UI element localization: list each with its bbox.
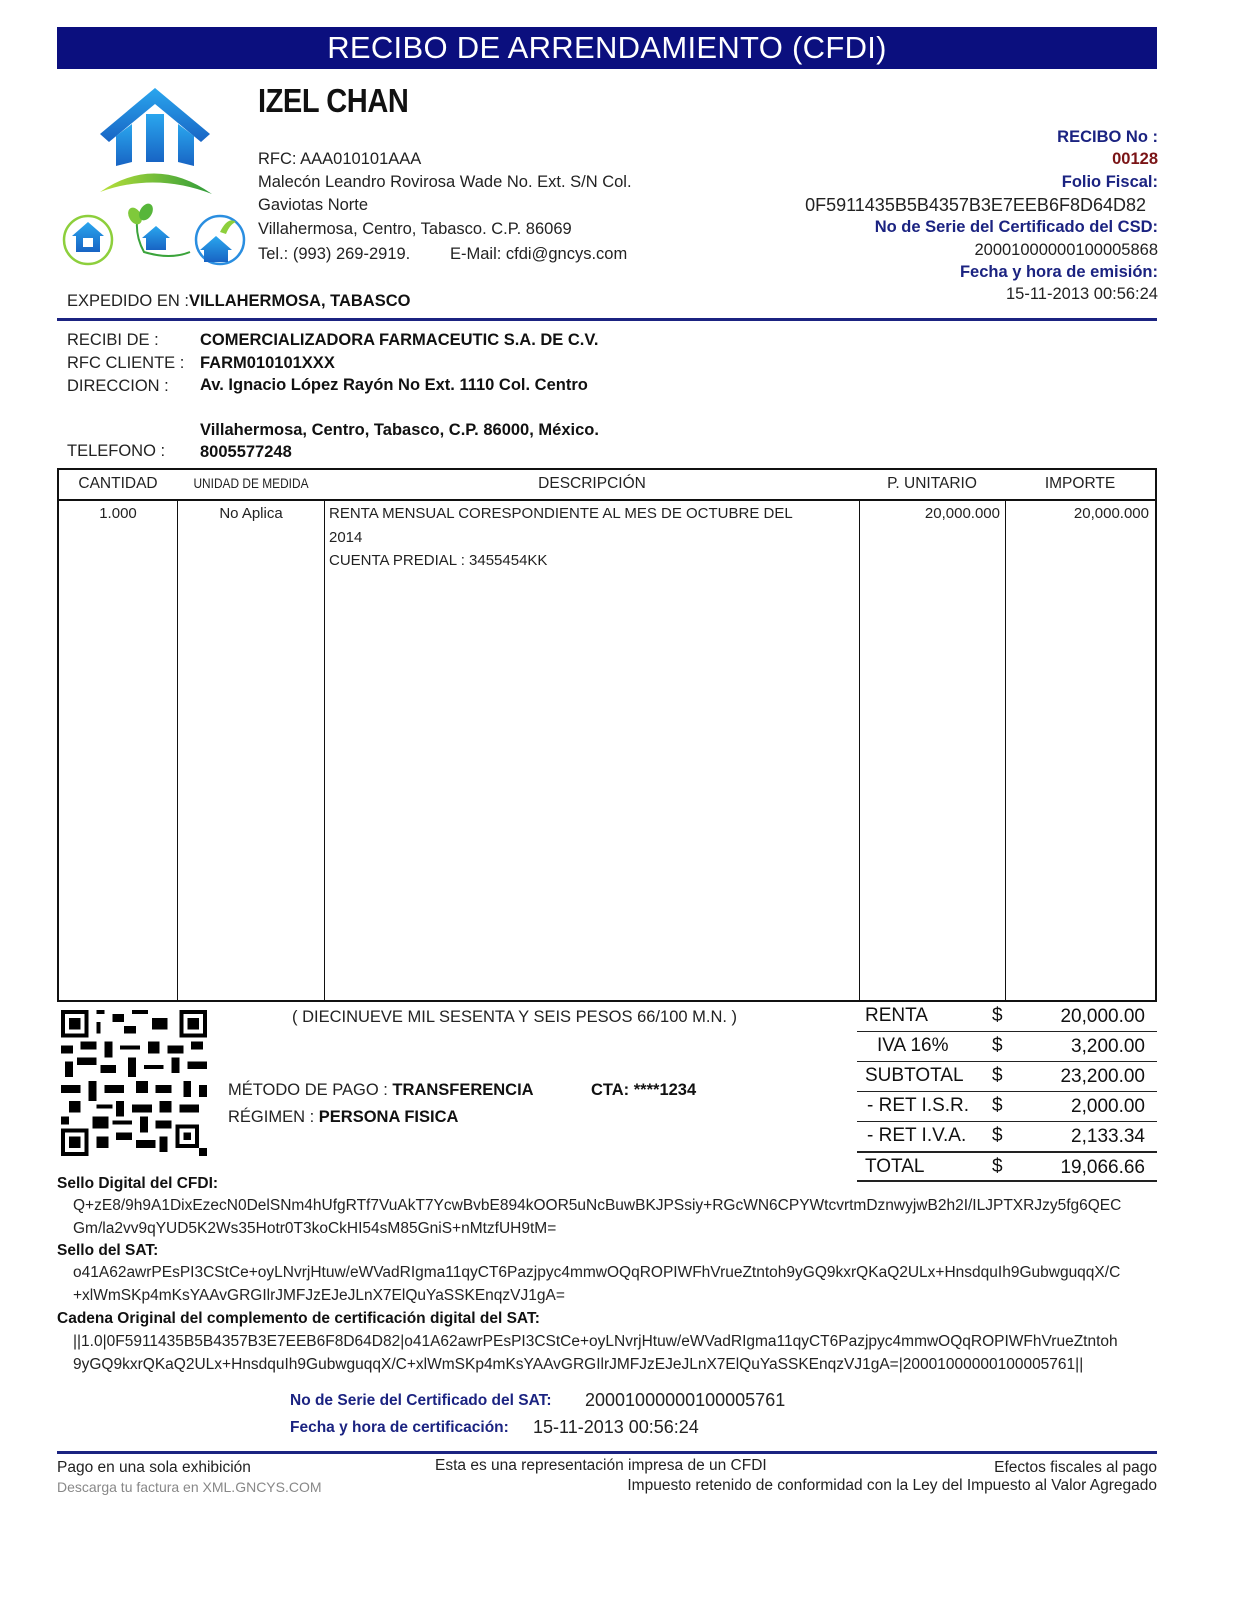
- csd-serial-label: No de Serie del Certificado del CSD:: [874, 218, 1158, 236]
- regimen-value: PERSONA FISICA: [318, 1108, 459, 1126]
- rfc-cliente-label: RFC CLIENTE :: [67, 354, 185, 372]
- issuer-phone: Tel.: (993) 269-2919.: [258, 245, 411, 263]
- folio-fiscal-value: 0F5911435B5B4357B3E7EEB6F8D64D82: [805, 195, 1146, 215]
- col-descripcion: DESCRIPCIÓN: [538, 475, 646, 492]
- sello-sat-line2: +xlWmSKp4mKsYAAvGRGIlrJMFJzEJeJLnX7ElQuYaSSKEnqzVJ1gA=: [73, 1287, 565, 1304]
- footer-cfdi-note: Esta es una representación impresa de un CFDI: [435, 1457, 767, 1474]
- expedido-value: VILLAHERMOSA, TABASCO: [188, 292, 411, 310]
- expedido-en: [67, 292, 410, 311]
- recibi-de-value: COMERCIALIZADORA FARMACEUTIC S.A. DE C.V.: [200, 331, 599, 349]
- sello-sat-label: Sello del SAT:: [57, 1242, 159, 1259]
- col-unidad: UNIDAD DE MEDIDA: [193, 475, 309, 491]
- totals-row-subtotal: [857, 1062, 1157, 1092]
- amount-in-words: ( DIECINUEVE MIL SESENTA Y SEIS PESOS 66/100 M.N. ): [292, 1008, 738, 1026]
- row-descripcion-line1: RENTA MENSUAL CORESPONDIENTE AL MES DE OCTUBRE DEL: [329, 505, 793, 522]
- recibo-label: RECIBO No :: [1057, 128, 1158, 146]
- rfc-cliente-value: FARM010101XXX: [200, 354, 335, 372]
- totals-row-ret-isr: [857, 1092, 1157, 1122]
- issuer-name: IZEL CHAN: [258, 82, 409, 119]
- sat-cert-value: 20001000000100005761: [585, 1390, 786, 1410]
- totals-value: 2,000.00: [1071, 1096, 1145, 1117]
- divider: [57, 1451, 1157, 1454]
- sello-cfdi-line2: Gm/la2vv9qYUD5K2Ws35Hotr0T3koCkHI54sM85GniS+nMtzfUH9tM=: [73, 1220, 557, 1237]
- issuer-address-line2: Gaviotas Norte: [258, 196, 369, 214]
- totals-label: RENTA: [865, 1005, 928, 1026]
- items-table: [57, 468, 1157, 1002]
- document-title: RECIBO DE ARRENDAMIENTO (CFDI): [57, 27, 1157, 69]
- qr-code-icon: [60, 1010, 208, 1156]
- table-header: [59, 470, 1155, 501]
- totals-value: 2,133.34: [1071, 1126, 1145, 1147]
- totals-label: SUBTOTAL: [865, 1065, 964, 1086]
- row-p-unitario: 20,000.000: [924, 505, 1000, 522]
- totals-row-total: [857, 1152, 1157, 1182]
- regimen: [228, 1108, 458, 1127]
- totals-value: 20,000.00: [1060, 1006, 1145, 1027]
- totals-value: 3,200.00: [1071, 1036, 1145, 1057]
- totals-value: 19,066.66: [1060, 1157, 1145, 1178]
- row-unidad: No Aplica: [219, 505, 283, 522]
- issuer-rfc: RFC: AAA010101AAA: [258, 150, 422, 168]
- totals-label: - RET I.S.R.: [867, 1095, 970, 1116]
- regimen-label: RÉGIMEN :: [228, 1108, 315, 1126]
- currency-symbol: $: [992, 1095, 1003, 1116]
- payment-method: [228, 1081, 534, 1100]
- folio-fiscal-label: Folio Fiscal:: [1061, 173, 1158, 191]
- issuer-address-line3: Villahermosa, Centro, Tabasco. C.P. 86069: [258, 220, 572, 238]
- totals-row-renta: [857, 1002, 1157, 1032]
- totals-label: - RET I.V.A.: [867, 1125, 967, 1146]
- totals-row-iva: [857, 1032, 1157, 1062]
- footer-download-link[interactable]: Descarga tu factura en XML.GNCYS.COM: [57, 1479, 322, 1495]
- totals-value: 23,200.00: [1060, 1066, 1145, 1087]
- currency-symbol: $: [992, 1065, 1003, 1086]
- cadena-original-label: Cadena Original del complemento de certificación digital del SAT:: [57, 1310, 540, 1327]
- issuer-email: E-Mail: cfdi@gncys.com: [450, 245, 628, 263]
- expedido-label: EXPEDIDO EN :: [67, 292, 189, 310]
- row-descripcion-line3: CUENTA PREDIAL : 3455454KK: [329, 552, 548, 569]
- house-logo-icon: [60, 84, 250, 269]
- cert-date-label: Fecha y hora de certificación:: [290, 1419, 509, 1436]
- footer-fiscal-effects: Efectos fiscales al pago: [994, 1459, 1157, 1476]
- column-divider: [177, 501, 178, 1000]
- row-importe: 20,000.000: [1073, 505, 1149, 522]
- footer-payment-note: Pago en una sola exhibición: [57, 1459, 251, 1476]
- recibi-de-label: RECIBI DE :: [67, 331, 159, 349]
- col-cantidad: CANTIDAD: [78, 475, 158, 492]
- sat-cert-label: No de Serie del Certificado del SAT:: [290, 1392, 552, 1409]
- col-p-unitario: P. UNITARIO: [887, 475, 977, 492]
- telefono-label: TELEFONO :: [67, 442, 166, 460]
- column-divider: [324, 501, 325, 1000]
- recibo-number: 00128: [1112, 150, 1158, 168]
- direccion-label: DIRECCION :: [67, 377, 169, 395]
- currency-symbol: $: [992, 1005, 1003, 1026]
- currency-symbol: $: [992, 1125, 1003, 1146]
- direccion-line1: Av. Ignacio López Rayón No Ext. 1110 Col. Centro: [200, 376, 588, 394]
- sello-cfdi-line1: Q+zE8/9h9A1DixEzecN0DelSNm4hUfgRTf7VuAkT7YcwBvbE894kOOR5uNcBuwBKJPSsiy+RGcWN6CPYWtcvrtmDznwyjwB2h2I/ILJPTXRJzy5fg6QEC: [73, 1197, 1122, 1214]
- telefono-value: 8005577248: [200, 443, 292, 461]
- cert-date-value: 15-11-2013 00:56:24: [533, 1417, 699, 1437]
- row-cantidad: 1.000: [99, 505, 137, 522]
- currency-symbol: $: [992, 1035, 1003, 1056]
- divider: [57, 318, 1157, 321]
- cadena-original-line1: ||1.0|0F5911435B5B4357B3E7EEB6F8D64D82|o41A62awrPEsPI3CStCe+oyLNvrjHtuw/eWVadRIgma11qyCT6Pazjpyc4mmwOQqROPIWFhVrueZtntoh: [73, 1333, 1118, 1350]
- direccion-line2: Villahermosa, Centro, Tabasco, C.P. 86000, México.: [200, 421, 599, 439]
- footer-tax-note: Impuesto retenido de conformidad con la Ley del Impuesto al Valor Agregado: [627, 1477, 1157, 1494]
- sello-cfdi-label: Sello Digital del CFDI:: [57, 1175, 219, 1192]
- csd-serial-value: 20001000000100005868: [974, 241, 1158, 259]
- emission-date-value: 15-11-2013 00:56:24: [1006, 285, 1158, 303]
- totals-row-ret-iva: [857, 1122, 1157, 1152]
- currency-symbol: $: [992, 1156, 1003, 1177]
- column-divider: [859, 501, 860, 1000]
- issuer-address-line1: Malecón Leandro Rovirosa Wade No. Ext. S/N Col.: [258, 173, 632, 191]
- sello-sat-line1: o41A62awrPEsPI3CStCe+oyLNvrjHtuw/eWVadRIgma11qyCT6Pazjpyc4mmwOQqROPIWFhVrueZtntoh9yGQ9kxrQKaQ2ULx+HnsdquIh9GubwguqqX/C: [73, 1264, 1121, 1281]
- row-descripcion-line2: 2014: [329, 529, 363, 546]
- column-divider: [1005, 501, 1006, 1000]
- payment-method-value: TRANSFERENCIA: [392, 1081, 534, 1099]
- totals-label: TOTAL: [865, 1156, 925, 1177]
- account-number: CTA: ****1234: [591, 1081, 697, 1099]
- emission-date-label: Fecha y hora de emisión:: [959, 263, 1158, 281]
- payment-method-label: MÉTODO DE PAGO :: [228, 1081, 388, 1099]
- cadena-original-line2: 9yGQ9kxrQKaQ2ULx+HnsdquIh9GubwguqqX/C+xlWmSKp4mKsYAAvGRGIlrJMFJzEJeJLnX7ElQuYaSSKEnqzVJ1gA=|20001000000100005761||: [73, 1356, 1084, 1373]
- col-importe: IMPORTE: [1044, 475, 1116, 492]
- totals-label: IVA 16%: [877, 1035, 949, 1056]
